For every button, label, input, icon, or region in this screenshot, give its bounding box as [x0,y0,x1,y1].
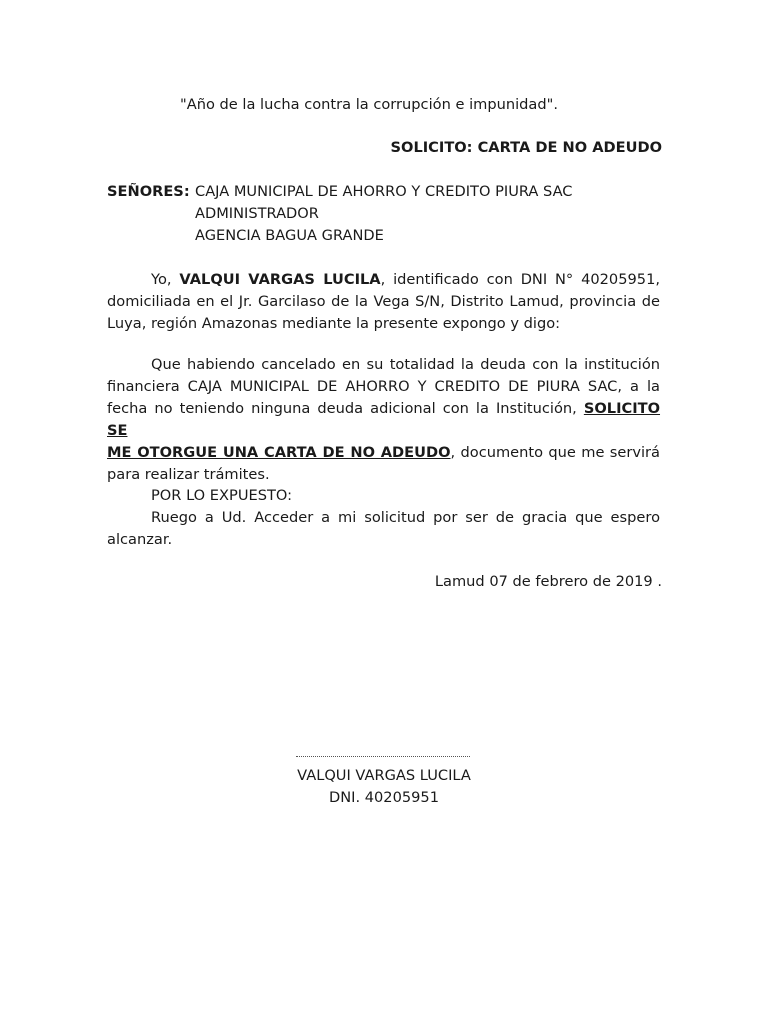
paragraph-ruego-line-1: Ruego a Ud. Acceder a mi solicitud por ser de gracia que espero [151,509,660,526]
request-emphasis-end: ME OTORGUE UNA CARTA DE NO ADEUDO [107,444,451,461]
year-motto: "Año de la lucha contra la corrupción e impunidad". [180,96,558,113]
paragraph-request-line-4 [107,442,660,464]
addressee-line-2: ADMINISTRADOR [195,205,319,222]
por-lo-expuesto: POR LO EXPUESTO: [151,487,293,504]
paragraph-identification-line-2: domiciliada en el Jr. Garcilaso de la Vega S/N, Distrito Lamud, provincia de [107,293,660,310]
paragraph-identification-line-1 [107,269,660,291]
paragraph-request [107,354,660,486]
paragraph-request-line-3 [107,398,660,442]
paragraph-request-line-5: para realizar trámites. [107,466,270,483]
addressee-line-1: CAJA MUNICIPAL DE AHORRO Y CREDITO PIURA SAC [195,183,573,200]
place-and-date: Lamud 07 de febrero de 2019 . [434,573,662,590]
signature-dni: DNI. 40205951 [328,789,440,806]
subject-line: SOLICITO: CARTA DE NO ADEUDO [390,139,662,156]
paragraph-request-line-2: financiera CAJA MUNICIPAL DE AHORRO Y CREDITO DE PIURA SAC, a la [107,378,660,395]
request-emphasis-start: SOLICITO SE [107,400,661,439]
paragraph-ruego [107,507,660,551]
signature-line [296,756,470,757]
paragraph-identification [107,269,660,335]
request-plain-text: fecha no teniendo ninguna deuda adicional con la Institución, [107,400,577,417]
yo-text: Yo, [151,271,172,288]
paragraph-request-line-1: Que habiendo cancelado en su totalidad la deuda con la institución [151,356,660,373]
applicant-name: VALQUI VARGAS LUCILA [179,271,381,288]
dni-clause: , identificado con DNI N° 40205951, [380,271,660,288]
addressee-line-3: AGENCIA BAGUA GRANDE [195,227,384,244]
paragraph-identification-line-3: Luya, región Amazonas mediante la presente expongo y digo: [107,315,561,332]
paragraph-ruego-line-2: alcanzar. [107,531,173,548]
signature-name: VALQUI VARGAS LUCILA [297,767,471,784]
addressee-label: SEÑORES: [107,183,190,200]
request-purpose-text: , documento que me servirá [450,444,660,461]
